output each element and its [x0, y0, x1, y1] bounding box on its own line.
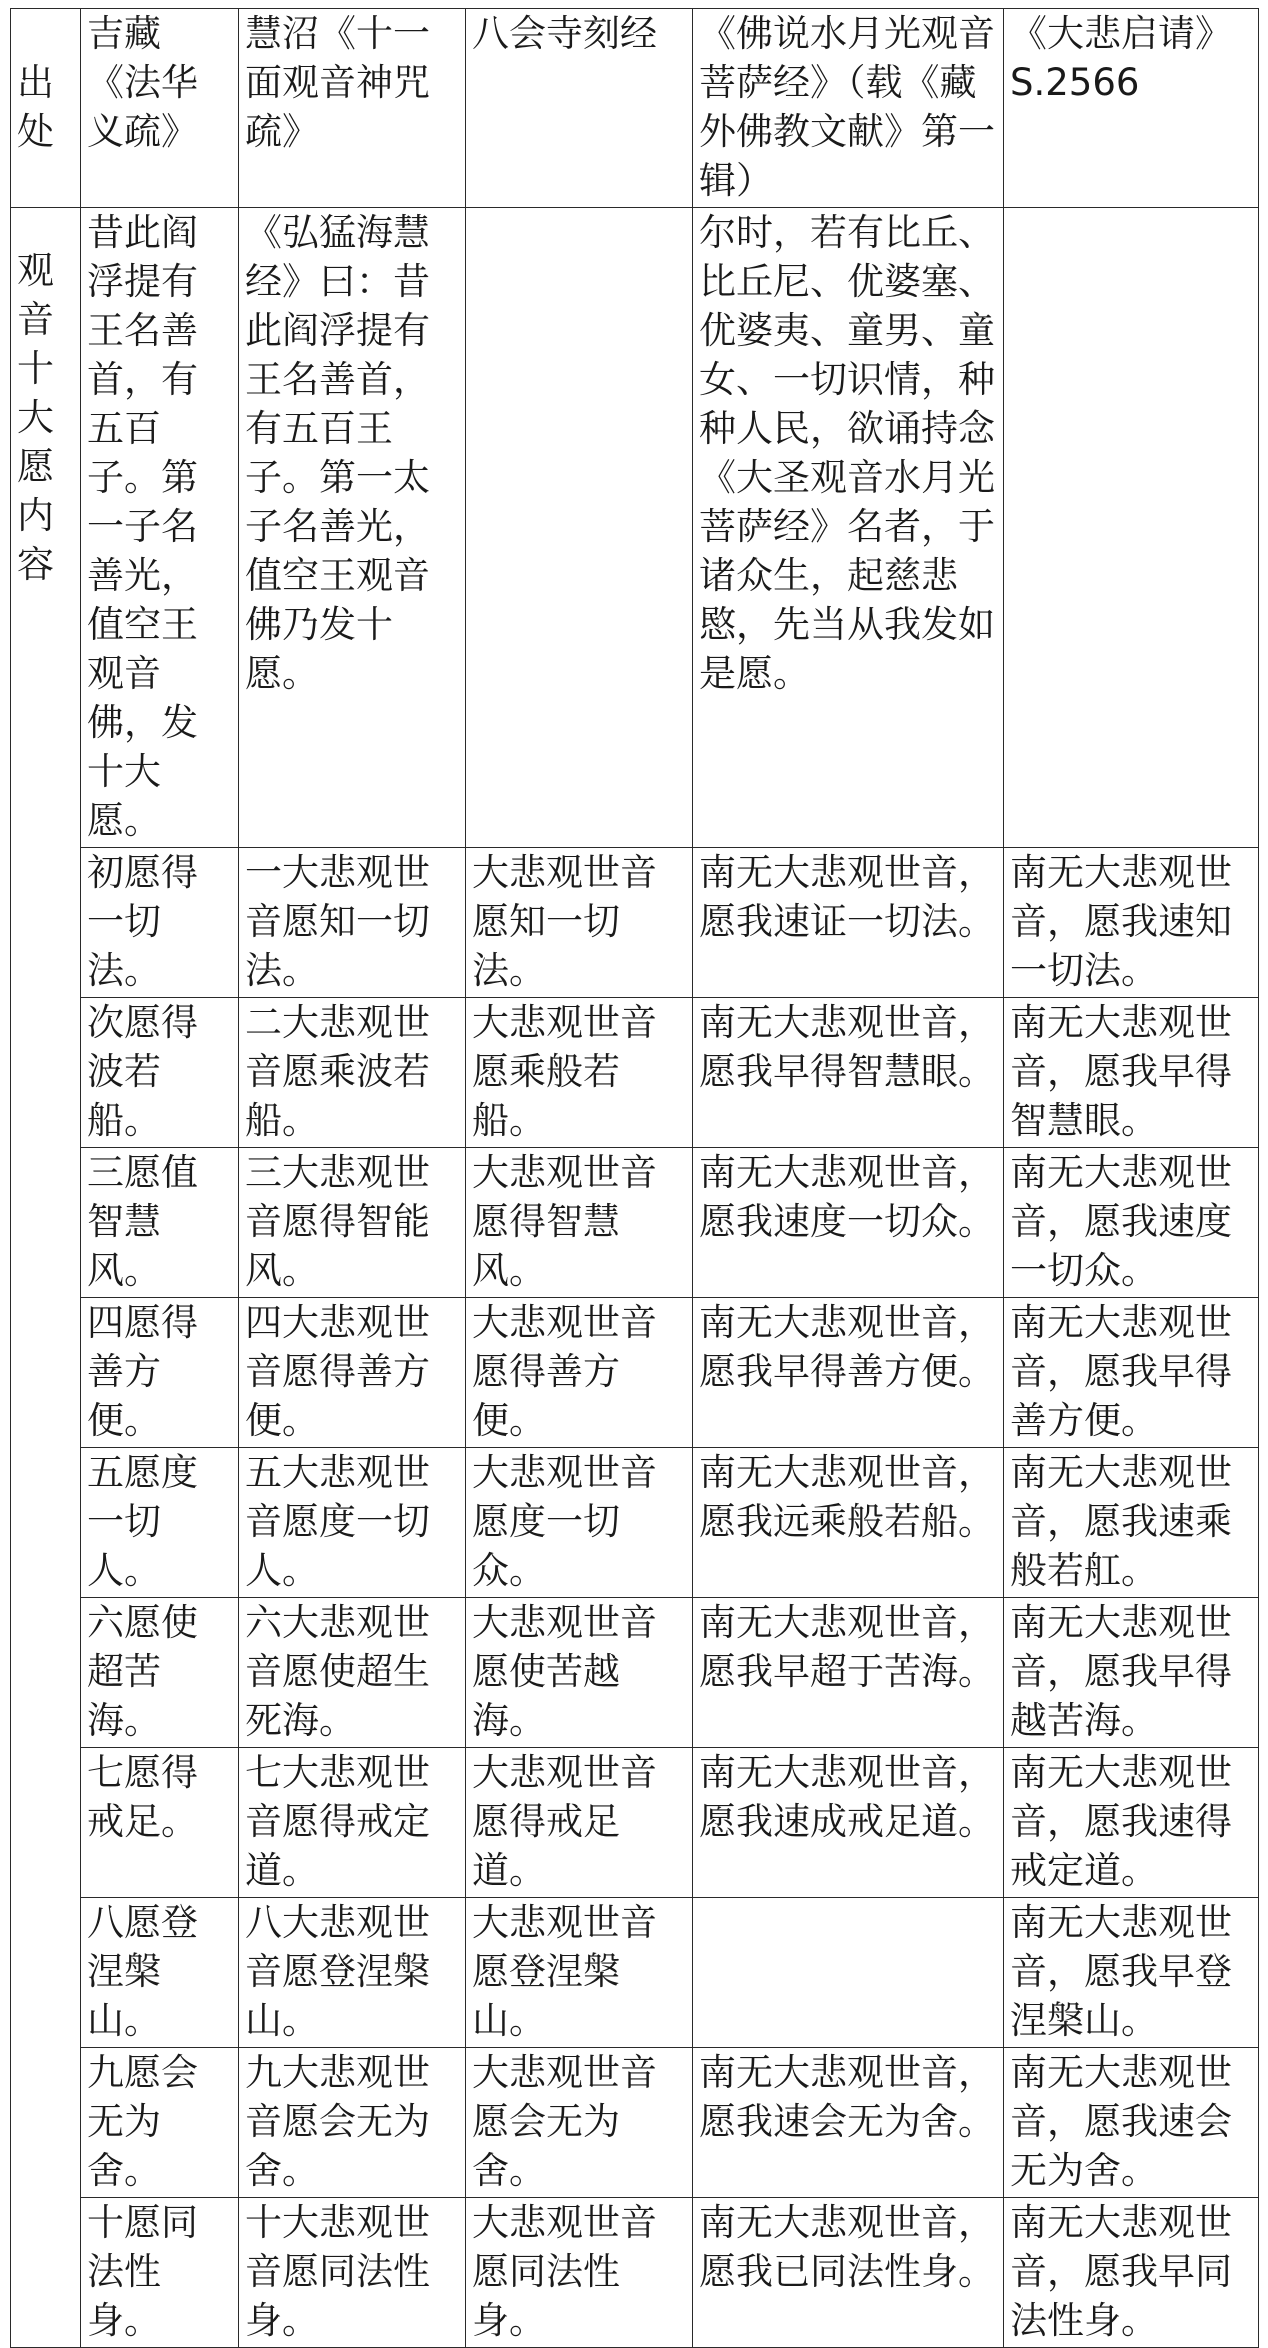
- table-row: [11, 1298, 1259, 1448]
- cell-bahui: 大悲观世音愿会无为舍。: [466, 2048, 693, 2198]
- table-row: [11, 1598, 1259, 1748]
- cell-bahui: 大悲观世音愿乘般若船。: [466, 998, 693, 1148]
- cell-huizhao: 四大悲观世音愿得善方便。: [239, 1298, 466, 1448]
- cell-shuiyue: 南无大悲观世音，愿我速成戒足道。: [693, 1748, 1004, 1898]
- cell-bahui: 大悲观世音愿得善方便。: [466, 1298, 693, 1448]
- cell-huizhao: 十大悲观世音愿同法性身。: [239, 2198, 466, 2348]
- cell-shuiyue: 南无大悲观世音，愿我已同法性身。: [693, 2198, 1004, 2348]
- cell-beiqiqing: 南无大悲观世音，愿我速乘般若舡。: [1004, 1448, 1259, 1598]
- cell-beiqiqing: 南无大悲观世音，愿我速会无为舍。: [1004, 2048, 1259, 2198]
- header-shuiyue: 《佛说水月光观音菩萨经》（载《藏外佛教文献》第一辑）: [693, 9, 1004, 208]
- cell-huizhao: 五大悲观世音愿度一切人。: [239, 1448, 466, 1598]
- cell-bahui: 大悲观世音愿得智慧风。: [466, 1148, 693, 1298]
- cell-bahui: 大悲观世音愿得戒足道。: [466, 1748, 693, 1898]
- cell-beiqiqing: 南无大悲观世音，愿我早得智慧眼。: [1004, 998, 1259, 1148]
- cell-shuiyue: 南无大悲观世音，愿我速会无为舍。: [693, 2048, 1004, 2198]
- cell-jizang: 八愿登涅槃山。: [81, 1898, 239, 2048]
- cell-jizang: 次愿得波若船。: [81, 998, 239, 1148]
- row-label-char: 愿: [17, 445, 54, 488]
- header-beiqiqing: 《大悲启请》S.2566: [1004, 9, 1259, 208]
- cell-beiqiqing: 南无大悲观世音，愿我早同法性身。: [1004, 2198, 1259, 2348]
- cell-beiqiqing: 南无大悲观世音，愿我速知一切法。: [1004, 848, 1259, 998]
- cell-bahui: 大悲观世音愿度一切众。: [466, 1448, 693, 1598]
- table-row: [11, 1748, 1259, 1898]
- row-group-label: [11, 208, 81, 2348]
- cell-jizang: 三愿值智慧风。: [81, 1148, 239, 1298]
- cell-shuiyue: 南无大悲观世音，愿我早得智慧眼。: [693, 998, 1004, 1148]
- cell-huizhao: 《弘猛海慧经》曰：昔此阎浮提有王名善首，有五百王子。第一太子名善光，值空王观音佛乃发十愿。: [239, 208, 466, 848]
- cell-shuiyue: 南无大悲观世音，愿我速度一切众。: [693, 1148, 1004, 1298]
- header-row: [11, 9, 1259, 208]
- table-row: [11, 2048, 1259, 2198]
- header-jizang: 吉藏《法华义疏》: [81, 9, 239, 208]
- table-row: [11, 1448, 1259, 1598]
- cell-huizhao: 八大悲观世音愿登涅槃山。: [239, 1898, 466, 2048]
- header-bahui: 八会寺刻经: [466, 9, 693, 208]
- cell-bahui: 大悲观世音愿知一切法。: [466, 848, 693, 998]
- cell-jizang: 六愿使超苦海。: [81, 1598, 239, 1748]
- cell-jizang: 昔此阎浮提有王名善首，有五百子。第一子名善光，值空王观音佛，发十大愿。: [81, 208, 239, 848]
- cell-huizhao: 六大悲观世音愿使超生死海。: [239, 1598, 466, 1748]
- cell-shuiyue: 尔时，若有比丘、比丘尼、优婆塞、优婆夷、童男、童女、一切识情，种种人民，欲诵持念《大圣观音水月光菩萨经》名者，于诸众生，起慈悲愍，先当从我发如是愿。: [693, 208, 1004, 848]
- cell-huizhao: 三大悲观世音愿得智能风。: [239, 1148, 466, 1298]
- cell-jizang: 四愿得善方便。: [81, 1298, 239, 1448]
- cell-bahui: [466, 208, 693, 848]
- cell-bahui: 大悲观世音愿登涅槃山。: [466, 1898, 693, 2048]
- cell-beiqiqing: 南无大悲观世音，愿我早得越苦海。: [1004, 1598, 1259, 1748]
- comparison-table: [10, 8, 1259, 2348]
- cell-jizang: 七愿得戒足。: [81, 1748, 239, 1898]
- cell-shuiyue: 南无大悲观世音，愿我早超于苦海。: [693, 1598, 1004, 1748]
- table-row: [11, 998, 1259, 1148]
- cell-shuiyue: 南无大悲观世音，愿我远乘般若船。: [693, 1448, 1004, 1598]
- cell-bahui: 大悲观世音愿使苦越海。: [466, 1598, 693, 1748]
- row-label-char: 大: [17, 396, 54, 439]
- table-body: [11, 208, 1259, 2348]
- table-row: [11, 848, 1259, 998]
- row-label-char: 十: [17, 347, 54, 390]
- cell-huizhao: 二大悲观世音愿乘波若船。: [239, 998, 466, 1148]
- row-label-char: 内: [17, 494, 54, 537]
- row-label-char: 容: [17, 543, 54, 586]
- table-row: [11, 1898, 1259, 2048]
- row-label-char: 音: [17, 298, 54, 341]
- cell-bahui: 大悲观世音愿同法性身。: [466, 2198, 693, 2348]
- table-row: [11, 2198, 1259, 2348]
- cell-huizhao: 一大悲观世音愿知一切法。: [239, 848, 466, 998]
- cell-shuiyue: 南无大悲观世音，愿我早得善方便。: [693, 1298, 1004, 1448]
- cell-beiqiqing: 南无大悲观世音，愿我早得善方便。: [1004, 1298, 1259, 1448]
- cell-jizang: 五愿度一切人。: [81, 1448, 239, 1598]
- cell-beiqiqing: 南无大悲观世音，愿我速得戒定道。: [1004, 1748, 1259, 1898]
- cell-huizhao: 七大悲观世音愿得戒定道。: [239, 1748, 466, 1898]
- cell-shuiyue: [693, 1898, 1004, 2048]
- cell-beiqiqing: [1004, 208, 1259, 848]
- table-row: [11, 208, 1259, 848]
- row-label-char: 观: [17, 249, 54, 292]
- header-huizhao: 慧沼《十一面观音神咒疏》: [239, 9, 466, 208]
- cell-shuiyue: 南无大悲观世音，愿我速证一切法。: [693, 848, 1004, 998]
- cell-beiqiqing: 南无大悲观世音，愿我速度一切众。: [1004, 1148, 1259, 1298]
- cell-huizhao: 九大悲观世音愿会无为舍。: [239, 2048, 466, 2198]
- cell-jizang: 十愿同法性身。: [81, 2198, 239, 2348]
- cell-beiqiqing: 南无大悲观世音，愿我早登涅槃山。: [1004, 1898, 1259, 2048]
- cell-jizang: 九愿会无为舍。: [81, 2048, 239, 2198]
- header-source: 出处: [11, 9, 81, 208]
- table-row: [11, 1148, 1259, 1298]
- cell-jizang: 初愿得一切法。: [81, 848, 239, 998]
